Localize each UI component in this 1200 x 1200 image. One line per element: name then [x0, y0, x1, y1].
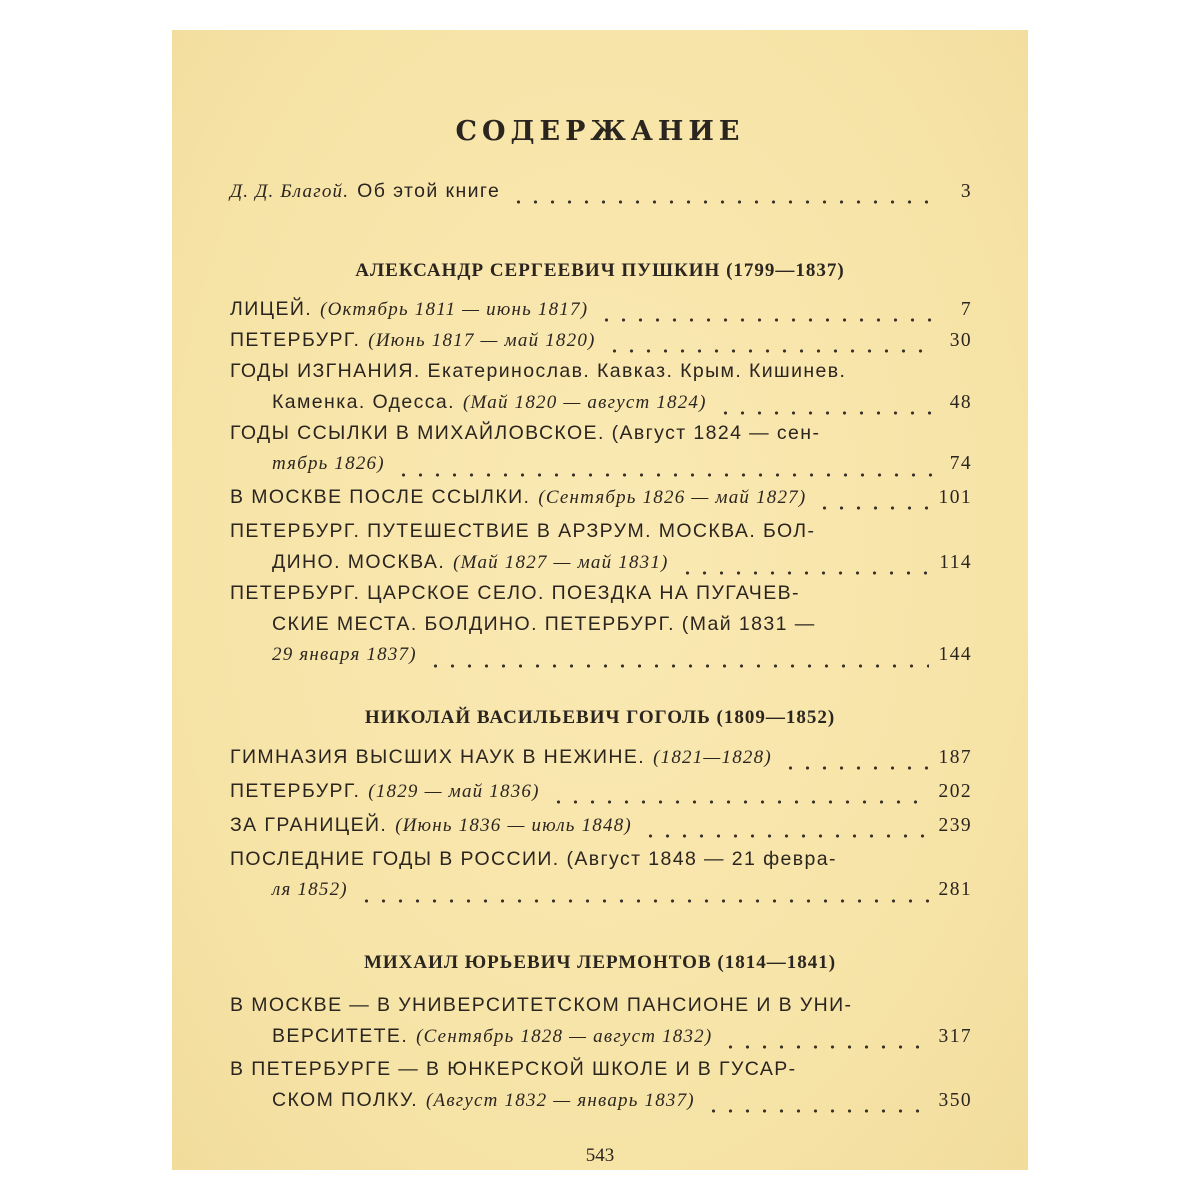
toc-entry: [230, 520, 972, 582]
toc-entry: [230, 329, 972, 360]
entry-dates: (Август 1832 — январь 1837): [426, 1090, 695, 1111]
entry-page-number: 187: [938, 747, 972, 768]
entry-dates: (Июнь 1836 — июль 1848): [395, 815, 632, 836]
leader-dots: [782, 766, 929, 770]
intro-entry: [230, 180, 972, 211]
entry-page-number: 239: [938, 815, 972, 836]
entry-page-number: 30: [949, 330, 972, 351]
entry-dates: (Сентябрь 1826 — май 1827): [538, 487, 807, 508]
entry-title: В МОСКВЕ — В УНИВЕРСИТЕТСКОМ ПАНСИОНЕ И В УНИ-: [230, 994, 853, 1016]
toc-entry: [230, 746, 972, 777]
toc-entry: [230, 422, 972, 484]
toc-entry: [230, 486, 972, 517]
entry-title-continued: ДИНО. МОСКВА.: [272, 551, 446, 573]
entry-dates: (Июнь 1817 — май 1820): [368, 330, 596, 351]
entry-page-number: 317: [938, 1026, 972, 1047]
entry-page-number: 350: [938, 1090, 972, 1111]
entry-page-number: 7: [960, 299, 972, 320]
intro-title: Об этой книге: [357, 180, 501, 202]
book-page: [172, 30, 1028, 1170]
entry-title-continued: СКОМ ПОЛКУ.: [272, 1089, 419, 1111]
entry-page-number: 144: [938, 644, 972, 665]
intro-author: Д. Д. Благой.: [230, 181, 350, 202]
toc-entry: [230, 1058, 972, 1120]
entry-title: ПОСЛЕДНИЕ ГОДЫ В РОССИИ. (Август 1848 — 21 февра-: [230, 848, 837, 870]
entry-title: ПЕТЕРБУРГ.: [230, 780, 361, 802]
leader-dots: [427, 664, 929, 668]
leader-dots: [358, 899, 929, 903]
entry-dates: (Октябрь 1811 — июнь 1817): [320, 299, 589, 320]
entry-dates: (1821—1828): [653, 747, 772, 768]
entry-dates: тябрь 1826): [272, 453, 385, 474]
entry-dates: (Сентябрь 1828 — август 1832): [416, 1026, 713, 1047]
entry-dates: ля 1852): [272, 879, 348, 900]
leader-dots: [705, 1109, 929, 1113]
page-number: 543: [585, 1145, 615, 1166]
leader-dots: [395, 473, 932, 477]
intro-page-number: 3: [960, 181, 972, 202]
entry-title: ГИМНАЗИЯ ВЫСШИХ НАУК В НЕЖИНЕ.: [230, 746, 646, 768]
leader-dots: [598, 318, 932, 322]
entry-page-number: 281: [938, 879, 972, 900]
leader-dots: [642, 834, 929, 838]
entry-dates: 29 января 1837): [272, 644, 417, 665]
leader-dots: [679, 571, 930, 575]
entry-page-number: 114: [939, 552, 972, 573]
entry-dates: (Май 1827 — май 1831): [453, 552, 669, 573]
entry-title: В ПЕТЕРБУРГЕ — В ЮНКЕРСКОЙ ШКОЛЕ И В ГУСАР-: [230, 1058, 797, 1080]
section-title-lermontov: МИХАИЛ ЮРЬЕВИЧ ЛЕРМОНТОВ (1814—1841): [363, 952, 837, 973]
toc-entry: [230, 814, 972, 845]
entry-dates: (1829 — май 1836): [368, 781, 540, 802]
entry-title: ЛИЦЕЙ.: [230, 298, 313, 320]
entry-page-number: 74: [949, 453, 972, 474]
section-title-gogol: НИКОЛАЙ ВАСИЛЬЕВИЧ ГОГОЛЬ (1809—1852): [364, 707, 836, 728]
leader-dots: [510, 200, 932, 204]
entry-title: ПЕТЕРБУРГ. ЦАРСКОЕ СЕЛО. ПОЕЗДКА НА ПУГАЧЕВ-: [230, 582, 800, 604]
page-heading: СОДЕРЖАНИЕ: [455, 116, 745, 147]
entry-title: ГОДЫ ИЗГНАНИЯ. Екатеринослав. Кавказ. Крым. Кишинев.: [230, 360, 847, 382]
section-title-pushkin: АЛЕКСАНДР СЕРГЕЕВИЧ ПУШКИН (1799—1837): [355, 260, 845, 281]
toc-entry: [230, 582, 972, 675]
entry-page-number: 202: [938, 781, 972, 802]
toc-entry: [230, 298, 972, 329]
entry-title: ПЕТЕРБУРГ.: [230, 329, 361, 351]
leader-dots: [550, 800, 929, 804]
entry-title: ГОДЫ ССЫЛКИ В МИХАЙЛОВСКОЕ. (Август 1824 — сен-: [230, 422, 821, 444]
entry-title: ПЕТЕРБУРГ. ПУТЕШЕСТВИЕ В АРЗРУМ. МОСКВА. БОЛ-: [230, 520, 816, 542]
leader-dots: [717, 411, 932, 415]
entry-title-continued: ВЕРСИТЕТЕ.: [272, 1025, 409, 1047]
entry-page-number: 48: [949, 392, 972, 413]
leader-dots: [816, 506, 928, 510]
toc-entry: [230, 848, 972, 910]
entry-page-number: 101: [938, 487, 972, 508]
entry-dates: (Май 1820 — август 1824): [463, 392, 707, 413]
leader-dots: [606, 349, 932, 353]
toc-entry: [230, 360, 972, 422]
entry-title: ЗА ГРАНИЦЕЙ.: [230, 814, 388, 836]
entry-title: В МОСКВЕ ПОСЛЕ ССЫЛКИ.: [230, 486, 531, 508]
entry-title-continued: СКИЕ МЕСТА. БОЛДИНО. ПЕТЕРБУРГ. (Май 1831 —: [272, 613, 816, 635]
toc-entry: [230, 994, 972, 1056]
leader-dots: [722, 1045, 928, 1049]
entry-title-continued: Каменка. Одесса.: [272, 391, 455, 413]
toc-entry: [230, 780, 972, 811]
